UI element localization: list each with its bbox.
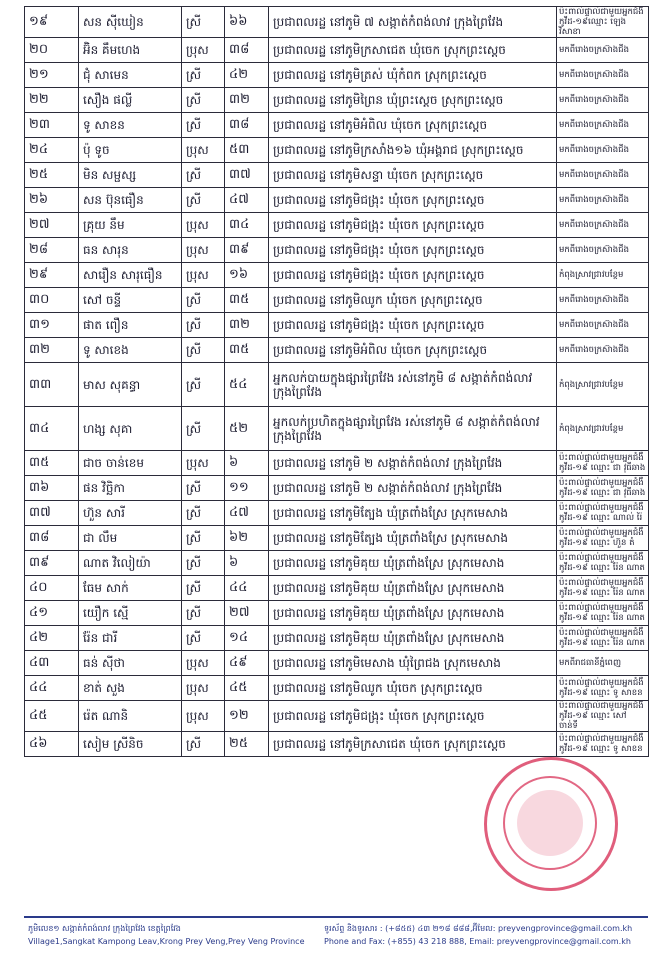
- person-name: ជុំ សាមេន: [79, 63, 182, 88]
- person-address: ប្រជាពលរដ្ឋ នៅភូមិត្បែង ឃុំត្រពាំងស្រែ ស្រុកមេសាង: [269, 501, 557, 526]
- person-sex: ប្រុស: [182, 213, 225, 238]
- case-note: [557, 701, 649, 732]
- footer-address-en: Village1,Sangkat Kampong Leav,Krong Prey Veng,Prey Veng Province: [28, 937, 305, 946]
- case-note: [557, 407, 649, 451]
- row-number: ២៦: [25, 188, 79, 213]
- case-note: [557, 163, 649, 188]
- person-age: ៣៥: [225, 338, 269, 363]
- person-address: អ្នកលក់ប្រហិតក្នុងផ្សារព្រៃវែង រស់នៅភូមិ ៨ សង្កាត់កំពង់លាវ ក្រុងព្រៃវែង: [269, 407, 557, 451]
- table-row: [25, 363, 649, 407]
- person-sex: ប្រុស: [182, 238, 225, 263]
- person-address: ប្រជាពលរដ្ឋ នៅភូមិគុយ ឃុំត្រពាំងស្រែ ស្រុកមេសាង: [269, 551, 557, 576]
- case-note-line: មកពីរោងចក្រស៊ាងជីង: [559, 295, 629, 305]
- person-address: ប្រជាពលរដ្ឋ នៅភូមិអំពិល ឃុំចេក ស្រុកព្រះស្តេច: [269, 113, 557, 138]
- person-age: ៦: [225, 451, 269, 476]
- case-note-line: ប៉ះពាល់ផ្ទាល់ជាមួយអ្នកជំងឺ: [559, 734, 644, 744]
- case-note-contact: កូវីដ-១៩ ឈ្មោះ ណាល់ រ៉ៃ: [559, 513, 643, 523]
- person-sex: ស្រី: [182, 626, 225, 651]
- person-name: ទូ សាខន: [79, 113, 182, 138]
- case-note: [557, 63, 649, 88]
- person-name: ណាត វិលៀយ៉ា: [79, 551, 182, 576]
- case-note: [557, 313, 649, 338]
- person-name: ជា លឹម: [79, 526, 182, 551]
- case-note: [557, 7, 649, 38]
- person-name: ធែម សាក់: [79, 576, 182, 601]
- case-note-line: មកពីរោងចក្រស៊ាងជីង: [559, 145, 629, 155]
- case-note: [557, 732, 649, 757]
- row-number: ៣១: [25, 313, 79, 338]
- person-address: ប្រជាពលរដ្ឋ នៅភូមិជង្រុះ ឃុំចេក ស្រុកព្រះស្តេច: [269, 263, 557, 288]
- table-row: [25, 338, 649, 363]
- table-row: [25, 476, 649, 501]
- table-row: [25, 526, 649, 551]
- person-sex: ស្រី: [182, 501, 225, 526]
- person-name: ហង្ស សុគា: [79, 407, 182, 451]
- case-note-contact: កូវីដ-១៩ ឈ្មោះ ជា វុធីឆាង: [559, 463, 646, 473]
- person-age: ៤៧: [225, 188, 269, 213]
- person-sex: ប្រុស: [182, 676, 225, 701]
- table-row: [25, 88, 649, 113]
- person-age: ១២: [225, 701, 269, 732]
- case-note: [557, 676, 649, 701]
- table-row: [25, 238, 649, 263]
- case-note-line: ប៉ះពាល់ផ្ទាល់ជាមួយអ្នកជំងឺ: [559, 553, 644, 563]
- case-note-contact: កូវីដ-១៩ ឈ្មោះ រ៉ែន ណាត: [559, 563, 645, 573]
- person-address: ប្រជាពលរដ្ឋ នៅភូមិ ៧ សង្កាត់កំពង់លាវ ក្រុងព្រៃវែង: [269, 7, 557, 38]
- row-number: ១៩: [25, 7, 79, 38]
- person-sex: ស្រី: [182, 476, 225, 501]
- case-note: [557, 188, 649, 213]
- case-note-line: មកពីរាជធានីភ្នំពេញ: [559, 658, 622, 668]
- person-sex: ប្រុស: [182, 651, 225, 676]
- person-address: ប្រជាពលរដ្ឋ នៅភូមិគុយ ឃុំត្រពាំងស្រែ ស្រុកមេសាង: [269, 601, 557, 626]
- case-note-contact: កូវីដ-១៩ឈ្មោះ ឡេង វិសាខា: [559, 17, 626, 37]
- person-age: ៣៨: [225, 38, 269, 63]
- table-row: [25, 163, 649, 188]
- person-name: ទូ សាខេង: [79, 338, 182, 363]
- footer: [24, 916, 648, 946]
- person-sex: ស្រី: [182, 7, 225, 38]
- row-number: ៣៥: [25, 451, 79, 476]
- person-name: សន ស៊ីឃៀន: [79, 7, 182, 38]
- person-name: រ៉ែន ជារី: [79, 626, 182, 651]
- case-note: [557, 451, 649, 476]
- person-address: ប្រជាពលរដ្ឋ នៅភូមិត្រស់ ឃុំកំពក ស្រុកព្រះស្តេច: [269, 63, 557, 88]
- person-age: ៤៩: [225, 651, 269, 676]
- table-row: [25, 213, 649, 238]
- case-note-line: មកពីរោងចក្រស៊ាងជីង: [559, 220, 629, 230]
- person-address: ប្រជាពលរដ្ឋ នៅភូមិក្រសាជេត ឃុំចេក ស្រុកព្រះស្តេច: [269, 38, 557, 63]
- person-address: ប្រជាពលរដ្ឋ នៅភូមិព្រៃន ឃុំព្រះស្តេច ស្រុកព្រះស្តេច: [269, 88, 557, 113]
- row-number: ២៧: [25, 213, 79, 238]
- person-name: ធន សារុន: [79, 238, 182, 263]
- person-name: ជាច ចាន់ខេម: [79, 451, 182, 476]
- table-row: [25, 551, 649, 576]
- table-row: [25, 601, 649, 626]
- person-age: ៣៨: [225, 113, 269, 138]
- case-note: [557, 38, 649, 63]
- table-row: [25, 7, 649, 38]
- person-name: យឿក ស្មើ: [79, 601, 182, 626]
- case-note-line: មកពីរោងចក្រស៊ាងជីង: [559, 170, 629, 180]
- row-number: ២៤: [25, 138, 79, 163]
- case-note: [557, 338, 649, 363]
- case-table: [24, 6, 649, 757]
- row-number: ២២: [25, 88, 79, 113]
- person-address: ប្រជាពលរដ្ឋ នៅភូមិមេសាង ឃុំព្រៃជង ស្រុកមេសាង: [269, 651, 557, 676]
- case-note-line: មកពីរោងចក្រស៊ាងជីង: [559, 120, 629, 130]
- person-address: ប្រជាពលរដ្ឋ នៅភូមិគុយ ឃុំត្រពាំងស្រែ ស្រុកមេសាង: [269, 626, 557, 651]
- table-row: [25, 188, 649, 213]
- case-list-sheet: [24, 6, 648, 757]
- footer-address-km: ភូមិលេខ១ សង្កាត់កំពង់លាវ ក្រុងព្រៃវែង ខេត្តព្រៃវែង: [28, 924, 181, 933]
- person-name: ផន វិច្ឆិកា: [79, 476, 182, 501]
- person-sex: ស្រី: [182, 63, 225, 88]
- person-address: ប្រជាពលរដ្ឋ នៅភូមិជង្រុះ ឃុំចេក ស្រុកព្រះស្តេច: [269, 188, 557, 213]
- case-note: [557, 626, 649, 651]
- person-name: គ្រុយ នឹម: [79, 213, 182, 238]
- person-address: ប្រជាពលរដ្ឋ នៅភូមិ ២ សង្កាត់កំពង់លាវ ក្រុងព្រៃវែង: [269, 476, 557, 501]
- person-age: ៤៥: [225, 676, 269, 701]
- table-row: [25, 626, 649, 651]
- row-number: ៤៥: [25, 701, 79, 732]
- person-age: ៥៤: [225, 363, 269, 407]
- row-number: ៣៩: [25, 551, 79, 576]
- case-note-line: មកពីរោងចក្រស៊ាងជីង: [559, 345, 629, 355]
- seal-inner-ring: [503, 776, 597, 870]
- table-row: [25, 63, 649, 88]
- row-number: ២៨: [25, 238, 79, 263]
- person-age: ៤៧: [225, 501, 269, 526]
- person-sex: ស្រី: [182, 407, 225, 451]
- person-age: ១៤: [225, 626, 269, 651]
- case-note: [557, 651, 649, 676]
- person-sex: ប្រុស: [182, 263, 225, 288]
- case-note: [557, 526, 649, 551]
- person-age: ៥២: [225, 407, 269, 451]
- person-name: សន ប៊ុនធឿន: [79, 188, 182, 213]
- person-sex: ស្រី: [182, 313, 225, 338]
- person-age: ៥៣: [225, 138, 269, 163]
- case-note-contact: កូវីដ-១៩ ឈ្មោះ ជា វុធីឆាង: [559, 488, 646, 498]
- person-address: អ្នកលក់បាយក្នុងផ្សារព្រៃវែង រស់នៅភូមិ ៨ សង្កាត់កំពង់លាវ ក្រុងព្រៃវែង: [269, 363, 557, 407]
- person-age: ៦: [225, 551, 269, 576]
- person-age: ៣៤: [225, 213, 269, 238]
- row-number: ២០: [25, 38, 79, 63]
- case-note-contact: កូវីដ-១៩ ឈ្មោះ រ៉ែន ណាត: [559, 613, 645, 623]
- case-note: [557, 601, 649, 626]
- person-age: ២៥: [225, 732, 269, 757]
- person-address: ប្រជាពលរដ្ឋ នៅភូមិអំពិល ឃុំចេក ស្រុកព្រះស្តេច: [269, 338, 557, 363]
- footer-contact-en: Phone and Fax: (+855) 43 218 888, Email: preyvengprovince@gmail.com.kh: [324, 937, 631, 946]
- row-number: ៤៤: [25, 676, 79, 701]
- person-address: ប្រជាពលរដ្ឋ នៅភូមិឈូក ឃុំចេក ស្រុកព្រះស្តេច: [269, 288, 557, 313]
- person-sex: ប្រុស: [182, 38, 225, 63]
- row-number: ៤៣: [25, 651, 79, 676]
- person-age: ៤៤: [225, 576, 269, 601]
- case-note: [557, 476, 649, 501]
- row-number: ៣២: [25, 338, 79, 363]
- case-note-line: កំពុងស្រាវជ្រាវបន្ថែម: [559, 423, 624, 434]
- case-note-line: មកពីរោងចក្រស៊ាងជីង: [559, 45, 629, 55]
- case-note: [557, 363, 649, 407]
- person-age: ៣៧: [225, 163, 269, 188]
- table-row: [25, 113, 649, 138]
- row-number: ២៩: [25, 263, 79, 288]
- row-number: ២៥: [25, 163, 79, 188]
- footer-contact: [324, 922, 664, 948]
- person-name: ផាត ពឿន: [79, 313, 182, 338]
- person-name: សារឿន សារុធឿន: [79, 263, 182, 288]
- person-name: អ៊ិន គឹមហេង: [79, 38, 182, 63]
- table-row: [25, 651, 649, 676]
- case-note-contact: កូវីដ-១៩ ឈ្មោះ រ៉ែន ណាត: [559, 638, 645, 648]
- table-row: [25, 263, 649, 288]
- person-age: ១១: [225, 476, 269, 501]
- person-address: ប្រជាពលរដ្ឋ នៅភូមិត្បែង ឃុំត្រពាំងស្រែ ស្រុកមេសាង: [269, 526, 557, 551]
- person-age: ៤២: [225, 63, 269, 88]
- case-note: [557, 138, 649, 163]
- row-number: ៣៨: [25, 526, 79, 551]
- table-row: [25, 676, 649, 701]
- table-row: [25, 38, 649, 63]
- case-note: [557, 551, 649, 576]
- case-note: [557, 88, 649, 113]
- person-sex: ស្រី: [182, 338, 225, 363]
- case-note-line: មកពីរោងចក្រស៊ាងជីង: [559, 70, 629, 80]
- case-note-contact: កូវីដ-១៩ ឈ្មោះ ហ៊ួន តំ: [559, 538, 635, 548]
- person-age: ៣២: [225, 313, 269, 338]
- person-address: ប្រជាពលរដ្ឋ នៅភូមិជង្រុះ ឃុំចេក ស្រុកព្រះស្តេច: [269, 213, 557, 238]
- row-number: ៤០: [25, 576, 79, 601]
- case-note-contact: កូវីដ-១៩ ឈ្មោះ ទូ សាខន: [559, 744, 643, 754]
- person-sex: ស្រី: [182, 576, 225, 601]
- person-age: ៣៥: [225, 288, 269, 313]
- person-sex: ស្រី: [182, 601, 225, 626]
- person-sex: ស្រី: [182, 113, 225, 138]
- case-note-line: កំពុងស្រាវជ្រាវបន្ថែម: [559, 379, 624, 390]
- person-sex: ប្រុស: [182, 451, 225, 476]
- row-number: ៣៤: [25, 407, 79, 451]
- row-number: ៣៣: [25, 363, 79, 407]
- case-note-line: ប៉ះពាល់ផ្ទាល់ជាមួយអ្នកជំងឺ: [559, 578, 644, 588]
- person-name: ប៉ុ ទូច: [79, 138, 182, 163]
- person-name: មិន សម្ផស្ស: [79, 163, 182, 188]
- case-note: [557, 238, 649, 263]
- person-age: ៣២: [225, 88, 269, 113]
- row-number: ៣៧: [25, 501, 79, 526]
- person-sex: ស្រី: [182, 526, 225, 551]
- person-age: ២៧: [225, 601, 269, 626]
- row-number: ៣០: [25, 288, 79, 313]
- case-note-line: ប៉ះពាល់ផ្ទាល់ជាមួយអ្នកជំងឺ: [559, 603, 644, 613]
- case-note-contact: កូវីដ-១៩ ឈ្មោះ សៅ ចាន់ទី: [559, 711, 627, 731]
- case-note-line: ប៉ះពាល់ផ្ទាល់ជាមួយអ្នកជំងឺ: [559, 678, 644, 688]
- person-sex: ស្រី: [182, 188, 225, 213]
- case-note: [557, 213, 649, 238]
- case-note-line: ប៉ះពាល់ផ្ទាល់ជាមួយអ្នកជំងឺ: [559, 628, 644, 638]
- person-age: ១៦: [225, 263, 269, 288]
- row-number: ៤១: [25, 601, 79, 626]
- case-note: [557, 288, 649, 313]
- case-note-line: មកពីរោងចក្រស៊ាងជីង: [559, 245, 629, 255]
- case-note-contact: កូវីដ-១៩ ឈ្មោះ រ៉ែន ណាត: [559, 588, 645, 598]
- person-age: ៣៩: [225, 238, 269, 263]
- person-name: ហ៊ួន សារី: [79, 501, 182, 526]
- table-row: [25, 138, 649, 163]
- person-address: ប្រជាពលរដ្ឋ នៅភូមិក្រសាំង១៦ ឃុំអង្គរាជ ស្រុកព្រះស្តេច: [269, 138, 557, 163]
- person-sex: ស្រី: [182, 551, 225, 576]
- person-name: រ៉េត ណានិ: [79, 701, 182, 732]
- case-note-line: ប៉ះពាល់ផ្ទាល់ជាមួយអ្នកជំងឺ: [559, 701, 644, 711]
- case-note: [557, 113, 649, 138]
- table-row: [25, 451, 649, 476]
- seal-core: [517, 790, 583, 856]
- table-row: [25, 732, 649, 757]
- table-row: [25, 407, 649, 451]
- row-number: ២១: [25, 63, 79, 88]
- person-name: សៀម ស្រីនិច: [79, 732, 182, 757]
- person-sex: ប្រុស: [182, 701, 225, 732]
- person-age: ៦៦: [225, 7, 269, 38]
- person-sex: ប្រុស: [182, 138, 225, 163]
- person-address: ប្រជាពលរដ្ឋ នៅភូមិក្រសាជេត ឃុំចេក ស្រុកព្រះស្តេច: [269, 732, 557, 757]
- person-address: ប្រជាពលរដ្ឋ នៅភូមិជង្រុះ ឃុំចេក ស្រុកព្រះស្តេច: [269, 313, 557, 338]
- person-sex: ស្រី: [182, 363, 225, 407]
- row-number: ៤៦: [25, 732, 79, 757]
- person-name: សៅ ចន្ទី: [79, 288, 182, 313]
- case-note-contact: កូវីដ-១៩ ឈ្មោះ ទូ សាខន: [559, 688, 643, 698]
- case-note: [557, 263, 649, 288]
- footer-address: [28, 922, 328, 948]
- person-sex: ស្រី: [182, 288, 225, 313]
- case-note-line: មកពីរោងចក្រស៊ាងជីង: [559, 95, 629, 105]
- table-row: [25, 313, 649, 338]
- person-address: ប្រជាពលរដ្ឋ នៅភូមិ ២ សង្កាត់កំពង់លាវ ក្រុងព្រៃវែង: [269, 451, 557, 476]
- person-sex: ស្រី: [182, 163, 225, 188]
- row-number: ៤២: [25, 626, 79, 651]
- footer-contact-km: ទូរស័ព្ទ និងទូរសារ : (+៨៥៥) ៤៣ ២១៨ ៨៨៨,អ៊ីមែល: preyvengprovince@gmail.com.kh: [324, 924, 633, 933]
- official-seal: [484, 757, 618, 891]
- table-row: [25, 576, 649, 601]
- row-number: ២៣: [25, 113, 79, 138]
- person-name: សឿង ផល្លី: [79, 88, 182, 113]
- table-row: [25, 501, 649, 526]
- case-note-line: មកពីរោងចក្រស៊ាងជីង: [559, 320, 629, 330]
- person-address: ប្រជាពលរដ្ឋ នៅភូមិជង្រុះ ឃុំចេក ស្រុកព្រះស្តេច: [269, 238, 557, 263]
- person-sex: ស្រី: [182, 732, 225, 757]
- row-number: ៣៦: [25, 476, 79, 501]
- person-name: មាស សុគន្ធា: [79, 363, 182, 407]
- case-note-line: កំពុងស្រាវជ្រាវបន្ថែម: [559, 270, 624, 280]
- person-address: ប្រជាពលរដ្ឋ នៅភូមិគុយ ឃុំត្រពាំងស្រែ ស្រុកមេសាង: [269, 576, 557, 601]
- table-row: [25, 288, 649, 313]
- case-note-line: ប៉ះពាល់ផ្ទាល់ជាមួយអ្នកជំងឺ: [559, 7, 644, 17]
- person-address: ប្រជាពលរដ្ឋ នៅភូមិសន្ទា ឃុំចេក ស្រុកព្រះស្តេច: [269, 163, 557, 188]
- case-note: [557, 501, 649, 526]
- case-note-line: ប៉ះពាល់ផ្ទាល់ជាមួយអ្នកជំងឺ: [559, 478, 644, 488]
- person-age: ៦២: [225, 526, 269, 551]
- table-row: [25, 701, 649, 732]
- person-name: ធន់ ស៊ីថា: [79, 651, 182, 676]
- person-sex: ស្រី: [182, 88, 225, 113]
- person-address: ប្រជាពលរដ្ឋ នៅភូមិឈូក ឃុំចេក ស្រុកព្រះស្តេច: [269, 676, 557, 701]
- case-note-line: ប៉ះពាល់ផ្ទាល់ជាមួយអ្នកជំងឺ: [559, 453, 644, 463]
- case-note-line: ប៉ះពាល់ផ្ទាល់ជាមួយអ្នកជំងឺ: [559, 528, 644, 538]
- case-note-line: មកពីរោងចក្រស៊ាងជីង: [559, 195, 629, 205]
- person-name: ខាត់ សួង: [79, 676, 182, 701]
- case-note: [557, 576, 649, 601]
- person-address: ប្រជាពលរដ្ឋ នៅភូមិជង្រុះ ឃុំចេក ស្រុកព្រះស្តេច: [269, 701, 557, 732]
- case-note-line: ប៉ះពាល់ផ្ទាល់ជាមួយអ្នកជំងឺ: [559, 503, 644, 513]
